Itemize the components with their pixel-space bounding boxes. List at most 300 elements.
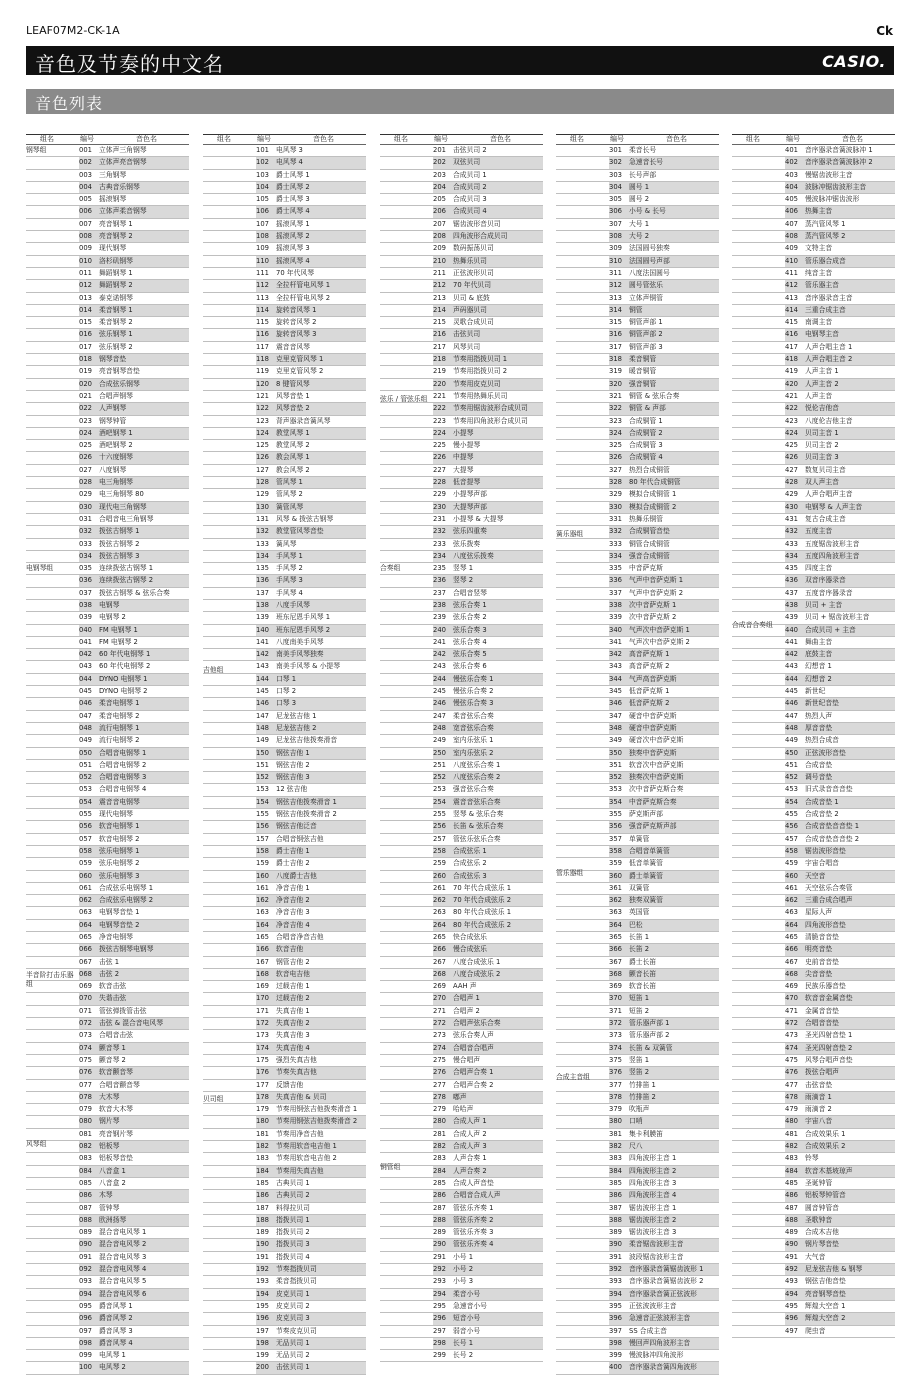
tone-row (26, 1301, 189, 1313)
tone-name: 四角波形合成贝司 (453, 231, 543, 242)
tone-row (203, 612, 366, 624)
tone-name: 节奏用锯齿波形合成贝司 (453, 403, 543, 414)
tone-row (556, 379, 719, 391)
tone-name: 明亮音垫 (805, 944, 895, 955)
tone-number: 155 (256, 810, 269, 819)
tone-number: 260 (433, 871, 453, 882)
tone-name: 数复贝司主音 (805, 465, 846, 474)
tone-number: 466 (785, 944, 805, 955)
tone-row (732, 1239, 895, 1251)
tone-name: 巴松 (629, 920, 719, 931)
tone-number: 426 (785, 452, 805, 463)
tone-number: 053 (79, 785, 92, 794)
tone-name: 小提琴 & 大提琴 (453, 514, 504, 523)
tone-row (380, 1030, 543, 1042)
tone-row (203, 1252, 366, 1264)
tone-row (732, 1190, 895, 1202)
tone-row (203, 502, 366, 514)
tone-row (26, 1153, 189, 1165)
tone-name: 合唱音电钢琴 3 (99, 772, 189, 783)
tone-row (203, 1190, 366, 1202)
tone-number: 427 (785, 465, 798, 474)
tone-number: 017 (79, 342, 92, 351)
tone-name: 长笛 & 弦乐合奏 (453, 821, 543, 832)
tone-row (556, 416, 719, 428)
tone-row (380, 809, 543, 821)
tone-number: 088 (79, 1215, 99, 1226)
tone-number: 200 (256, 1362, 276, 1373)
header-number: 编号 (434, 135, 448, 143)
tone-number: 083 (79, 1154, 92, 1163)
tone-number: 424 (785, 428, 805, 439)
tone-number: 137 (256, 588, 269, 597)
tone-name: 蒸汽管风琴 2 (805, 231, 895, 242)
tone-row (203, 674, 366, 686)
tone-row (556, 1092, 719, 1104)
tone-number: 112 (256, 280, 276, 291)
column-header (380, 134, 543, 145)
tone-number: 062 (79, 895, 99, 906)
tone-name: 幻想音 1 (805, 662, 832, 671)
tone-number: 120 (256, 379, 276, 390)
tone-name: 双人声主音 (805, 477, 895, 488)
tone-row (203, 969, 366, 981)
tone-name: 慢合唱声 (453, 1055, 481, 1064)
tone-number: 337 (609, 588, 622, 597)
tone-number: 262 (433, 895, 453, 906)
tone-name: 雨滴音 1 (805, 1092, 895, 1103)
tone-name: 管乐器声部 2 (629, 1031, 670, 1040)
tone-row (26, 698, 189, 710)
tone-row (380, 674, 543, 686)
tone-name: 哈哈声 (453, 1105, 474, 1114)
tone-number: 081 (79, 1129, 92, 1138)
tone-number: 349 (609, 736, 622, 745)
tone-name: 合成贝司 3 (453, 195, 487, 204)
tone-number: 006 (79, 206, 99, 217)
tone-name: 手风琴 2 (276, 564, 303, 573)
tone-row (556, 219, 719, 231)
tone-number: 078 (79, 1092, 99, 1103)
tone-number: 461 (785, 883, 798, 892)
tone-number: 037 (79, 588, 92, 597)
tone-name: 短笛 1 (629, 993, 719, 1004)
tone-name: 电钢琴主音 (805, 329, 895, 340)
tone-number: 175 (256, 1055, 269, 1064)
tone-name: 民族乐器音垫 (805, 982, 846, 991)
tone-row (26, 846, 189, 858)
tone-row (556, 907, 719, 919)
tone-row (26, 403, 189, 415)
tone-number: 116 (256, 329, 276, 340)
tone-row (556, 1203, 719, 1215)
tone-row (26, 932, 189, 944)
tone-number: 024 (79, 428, 99, 439)
tone-name: 独奏双簧管 (629, 895, 719, 906)
tone-name: 嘟声 (453, 1092, 543, 1103)
tone-row (556, 711, 719, 723)
tone-number: 481 (785, 1129, 798, 1138)
tone-number: 369 (609, 982, 622, 991)
tone-name: 爵士风琴 3 (276, 195, 310, 204)
tone-row (380, 1104, 543, 1116)
tone-number: 205 (433, 195, 446, 204)
tone-number: 238 (433, 600, 453, 611)
tone-row (380, 157, 543, 169)
tone-name: 大木琴 (99, 1092, 189, 1103)
group-label: 风琴组 (26, 1140, 47, 1149)
tone-number: 425 (785, 441, 798, 450)
tone-name: 英国管 (629, 908, 650, 917)
tone-name: 合成音垫 1 (805, 797, 895, 808)
tone-number: 061 (79, 883, 92, 892)
tone-row (203, 1313, 366, 1325)
tone-row (556, 969, 719, 981)
tone-number: 229 (433, 490, 446, 499)
tone-number: 291 (433, 1252, 446, 1261)
tone-name: 合成效果乐 1 (805, 1129, 846, 1138)
tone-number: 157 (256, 834, 269, 843)
tone-row (556, 1178, 719, 1190)
tone-name: 击弦贝司 (453, 329, 543, 340)
tone-name: 小提琴 (453, 428, 543, 439)
tone-name: 合唱音单簧管 (629, 846, 719, 857)
tone-name: 模拟合成铜管 2 (629, 502, 719, 513)
tone-row (26, 194, 189, 206)
tone-name: 旋转音风琴 2 (276, 318, 317, 327)
tone-number: 025 (79, 441, 92, 450)
tone-name: 圆号 2 (629, 195, 650, 204)
tone-name: 圣光四射音垫 2 (805, 1043, 895, 1054)
tone-number: 464 (785, 920, 805, 931)
tone-number: 212 (433, 280, 453, 291)
tone-row (26, 809, 189, 821)
tone-name: 软音电钢琴 1 (99, 821, 189, 832)
tone-row (556, 649, 719, 661)
tone-name: 大提琴 (453, 465, 474, 474)
tone-row (732, 858, 895, 870)
tone-row (380, 465, 543, 477)
tone-name: 音序器录音簧锯齿波形 2 (629, 1277, 704, 1286)
tone-name: 四度主音 (805, 564, 833, 573)
tone-number: 039 (79, 613, 92, 622)
tone-row (380, 1018, 543, 1030)
tone-name: 现代电钢琴 (99, 810, 133, 819)
tone-number: 132 (256, 526, 276, 537)
tone-row (732, 231, 895, 243)
tone-name: 节奏用净音吉他 (276, 1129, 324, 1138)
tone-number: 219 (433, 367, 446, 376)
tone-number: 051 (79, 760, 92, 769)
tone-number: 475 (785, 1055, 798, 1064)
tone-name: 圆号 1 (629, 182, 719, 193)
tone-row (380, 1043, 543, 1055)
tone-name: 四角波形主音 2 (629, 1166, 719, 1177)
tone-name: 十六度钢琴 (99, 452, 189, 463)
tone-name: 簧风琴 (276, 539, 297, 548)
tone-name: 古典音乐钢琴 (99, 182, 189, 193)
tone-number: 410 (785, 256, 805, 267)
tone-number: 161 (256, 883, 269, 892)
tone-number: 398 (609, 1338, 629, 1349)
tone-row (556, 1326, 719, 1338)
tone-name: 立体声柔音钢琴 (99, 206, 189, 217)
tone-number: 208 (433, 231, 453, 242)
tone-row (203, 1043, 366, 1055)
tone-name: 八度合成弦乐 1 (453, 957, 501, 966)
tone-row (556, 932, 719, 944)
tone-number: 096 (79, 1313, 99, 1324)
tone-number: 008 (79, 231, 99, 242)
tone-row (203, 1018, 366, 1030)
tone-row (556, 760, 719, 772)
tone-row (203, 1116, 366, 1128)
tone-number: 308 (609, 231, 629, 242)
tone-row (556, 1104, 719, 1116)
tone-number: 140 (256, 625, 276, 636)
tone-name: 竖琴 1 (453, 564, 474, 573)
tone-number: 403 (785, 170, 798, 179)
tone-number: 374 (609, 1043, 629, 1054)
tone-row (26, 661, 189, 673)
tone-row (203, 748, 366, 760)
tone-number: 286 (433, 1190, 453, 1201)
tone-name: 吹瓶声 (629, 1105, 650, 1114)
tone-row (203, 317, 366, 329)
tone-number: 031 (79, 514, 92, 523)
tone-number: 298 (433, 1338, 453, 1349)
tone-number: 216 (433, 329, 453, 340)
tone-name: 大气音 (805, 1252, 826, 1261)
tone-column-5 (732, 134, 895, 1335)
tone-name: 人声合唱主音 2 (805, 354, 895, 365)
tone-number: 063 (79, 908, 92, 917)
tone-number: 265 (433, 933, 446, 941)
tone-row (556, 342, 719, 354)
tone-number: 131 (256, 514, 269, 523)
tone-number: 068 (79, 969, 99, 980)
tone-number: 207 (433, 219, 446, 228)
tone-row (26, 858, 189, 870)
tone-name: 混合音电风琴 4 (99, 1264, 189, 1275)
tone-row (203, 1203, 366, 1215)
tone-number: 240 (433, 625, 453, 636)
tone-name: 80 年代合成铜管 (629, 477, 719, 488)
tone-name: 人声主音 1 (805, 367, 839, 376)
tone-row (380, 907, 543, 919)
tone-row (203, 1067, 366, 1079)
tone-name: 次中音萨克斯合奏 (629, 785, 684, 794)
tone-row (732, 969, 895, 981)
tone-name: 人声钢琴 (99, 403, 189, 414)
tone-number: 312 (609, 280, 629, 291)
tone-row (556, 661, 719, 673)
tone-row (26, 821, 189, 833)
tone-number: 249 (433, 736, 446, 745)
tone-number: 066 (79, 944, 99, 955)
tone-row (732, 1215, 895, 1227)
tone-name: 连续拨弦古钢琴 2 (99, 575, 189, 586)
tone-name: 低音单簧管 (629, 859, 663, 868)
tone-row (203, 686, 366, 698)
casio-logo: CASIO. (822, 52, 886, 71)
tone-row (556, 600, 719, 612)
tone-row (556, 1289, 719, 1301)
tone-name: 弦乐电钢琴 3 (99, 871, 189, 882)
tone-number: 086 (79, 1190, 99, 1201)
tone-name: 指拨贝司 3 (276, 1239, 366, 1250)
tone-row (203, 858, 366, 870)
tone-name: 强烈失真吉他 (276, 1055, 317, 1064)
tone-number: 359 (609, 859, 622, 868)
tone-row (203, 760, 366, 772)
tone-row (732, 809, 895, 821)
tone-row (26, 379, 189, 391)
tone-number: 176 (256, 1067, 276, 1078)
tone-number: 143 (256, 662, 269, 671)
tone-row (556, 305, 719, 317)
tone-name: 五度主音 (805, 526, 895, 537)
tone-name: 室内乐弦乐 2 (453, 748, 543, 759)
tone-number: 279 (433, 1105, 446, 1114)
tone-row (732, 305, 895, 317)
tone-number: 412 (785, 280, 805, 291)
tone-number: 296 (433, 1313, 453, 1324)
tone-number: 338 (609, 600, 629, 611)
tone-row (380, 416, 543, 428)
tone-row (203, 342, 366, 354)
tone-name: 爵士风琴 1 (276, 170, 310, 179)
tone-name: 爵音风琴 3 (99, 1326, 133, 1335)
tone-row (203, 354, 366, 366)
tone-name: 法国圆号独奏 (629, 244, 670, 253)
tone-row (380, 871, 543, 883)
tone-name: 热烈人声 (805, 711, 833, 720)
tone-name: 波段锯齿波形主音 (629, 1252, 684, 1261)
tone-name: 克里克管风琴 2 (276, 367, 324, 376)
tone-row (380, 502, 543, 514)
tone-name: 立体声铜管 (629, 293, 663, 302)
tone-number: 404 (785, 182, 805, 193)
tone-number: 439 (785, 613, 798, 622)
tone-row (26, 1018, 189, 1030)
tone-row (556, 637, 719, 649)
tone-name: 慢弦乐合奏 2 (453, 687, 494, 696)
tone-name: 弦乐钢琴 1 (99, 329, 189, 340)
tone-name: 柔音锯齿波形主音 (629, 1239, 719, 1250)
tone-row (26, 1006, 189, 1018)
tone-number: 320 (609, 379, 629, 390)
tone-row (556, 1215, 719, 1227)
tone-number: 305 (609, 195, 622, 204)
tone-row (732, 723, 895, 735)
tone-number: 133 (256, 539, 269, 548)
tone-number: 020 (79, 379, 99, 390)
tone-name: 文特主音 (805, 244, 833, 253)
tone-name: 电三角钢琴 (99, 477, 189, 488)
tone-number: 373 (609, 1031, 622, 1040)
tone-row (556, 1030, 719, 1042)
tone-row (556, 489, 719, 501)
tone-number: 107 (256, 219, 269, 228)
tone-number: 099 (79, 1351, 92, 1360)
tone-name: 单簧管 (629, 834, 650, 843)
tone-row (26, 539, 189, 551)
document-id: LEAF07M2-CK-1A (26, 24, 120, 37)
tone-row (26, 1030, 189, 1042)
tone-row (380, 821, 543, 833)
tone-number: 194 (256, 1289, 276, 1300)
tone-name: 拨弦古钢琴 3 (99, 551, 189, 562)
tone-row (380, 194, 543, 206)
tone-name: 五度音序器录音 (805, 588, 853, 597)
tone-name: 独奏中音萨克斯 (629, 748, 719, 759)
tone-name: 音序器录音簧波脉冲 2 (805, 157, 895, 168)
tone-row (732, 551, 895, 563)
tone-row (380, 1178, 543, 1190)
tone-row (556, 1055, 719, 1067)
tone-row (203, 625, 366, 637)
tone-number: 093 (79, 1277, 92, 1286)
tone-name: 软音大木琴 (99, 1105, 133, 1114)
tone-number: 094 (79, 1289, 99, 1300)
tone-number: 346 (609, 698, 629, 709)
tone-number: 110 (256, 256, 276, 267)
tone-number: 480 (785, 1116, 805, 1127)
tone-row (380, 957, 543, 969)
tone-number: 203 (433, 170, 446, 179)
tone-name: 合成弦乐钢琴 (99, 379, 189, 390)
tone-name: 口琴 1 (276, 674, 366, 685)
tone-rows (203, 145, 366, 1375)
tone-name: 钢弦吉他泛音 (276, 821, 366, 832)
group-label: 电钢琴组 (26, 564, 54, 573)
tone-number: 064 (79, 920, 99, 931)
tone-number: 169 (256, 982, 269, 991)
tone-name: 软音次中音萨克斯 (629, 760, 684, 769)
tone-number: 483 (785, 1154, 798, 1163)
tone-number: 253 (433, 785, 446, 794)
tone-number: 192 (256, 1264, 276, 1275)
tone-name: 管乐器主音 (805, 280, 895, 291)
tone-number: 251 (433, 760, 446, 769)
tone-row (203, 735, 366, 747)
tone-number: 304 (609, 182, 629, 193)
tone-row (556, 403, 719, 415)
tone-row (556, 821, 719, 833)
tone-row (203, 1006, 366, 1018)
tone-row (26, 280, 189, 292)
tone-name: 尼龙弦吉他 1 (276, 711, 317, 720)
tone-name: 爵音风琴 1 (99, 1301, 133, 1310)
tone-row (732, 575, 895, 587)
tone-name: 爵士单簧管 (629, 871, 719, 882)
tone-number: 386 (609, 1190, 629, 1201)
tone-row (203, 1338, 366, 1350)
tone-row (203, 907, 366, 919)
tone-row (203, 846, 366, 858)
tone-name: 钢琴音垫 (99, 354, 189, 365)
tone-name: 新世纪 (805, 687, 826, 696)
tone-name: 弦乐钢琴 2 (99, 342, 133, 351)
tone-name: 无品贝司 1 (276, 1338, 366, 1349)
tone-name: 料得拉贝司 (276, 1203, 310, 1212)
tone-number: 230 (433, 502, 453, 513)
tone-row (556, 280, 719, 292)
tone-name: 合唱音颤音琴 (99, 1080, 140, 1089)
tone-row (556, 293, 719, 305)
tone-number: 422 (785, 403, 805, 414)
